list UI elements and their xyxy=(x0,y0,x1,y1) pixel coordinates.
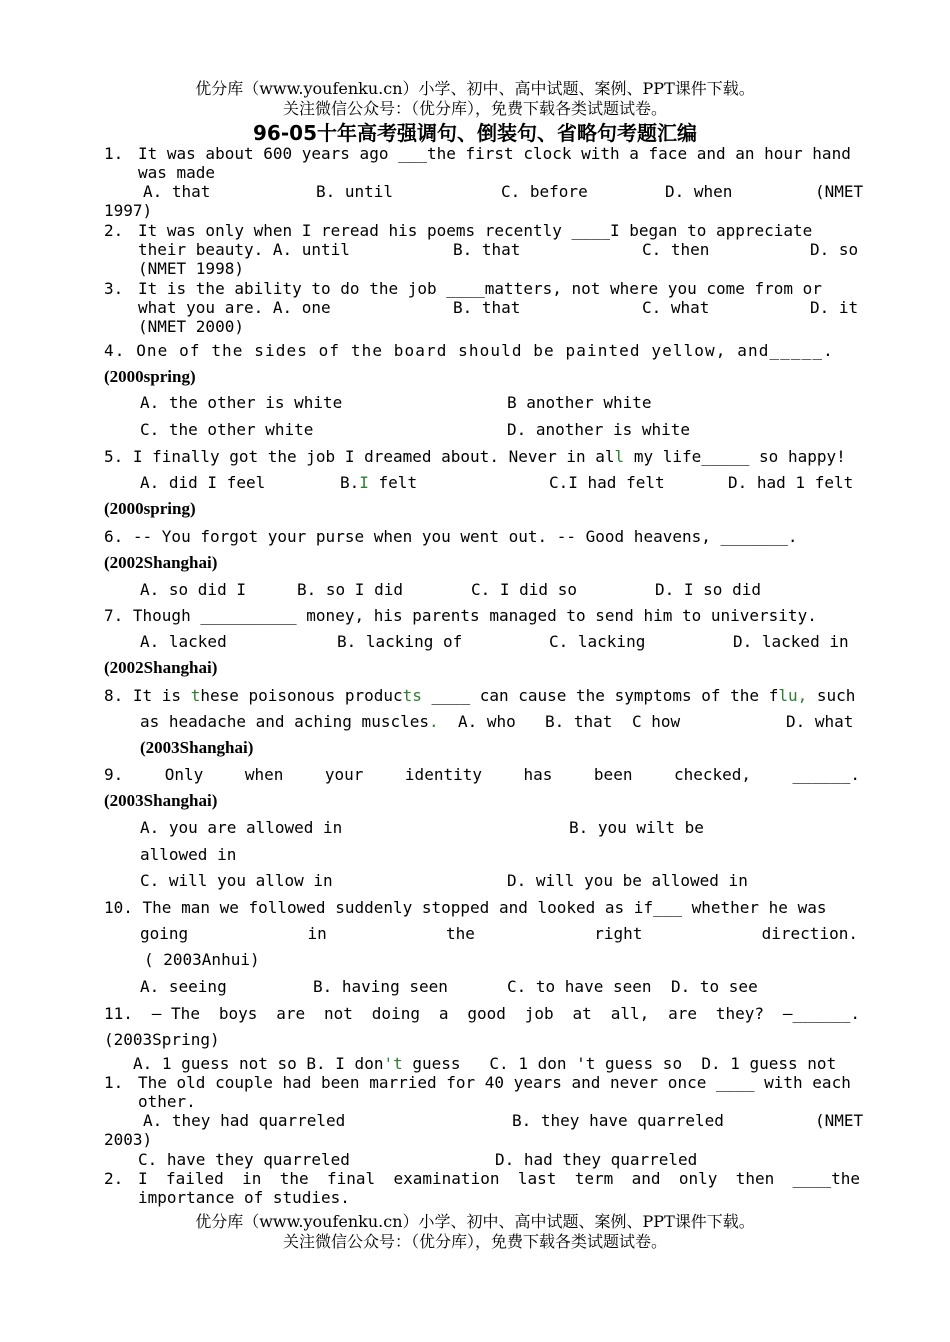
option-c: C. what xyxy=(642,298,710,317)
option-d: D. had they quarreled xyxy=(495,1150,698,1169)
source: (2003Shanghai) xyxy=(104,791,218,810)
stem-part: ____ can cause the symptoms of the f xyxy=(421,686,779,705)
source: (2002Shanghai) xyxy=(104,658,218,677)
stem-part: hese poisonous produc xyxy=(200,686,403,705)
question-stem xyxy=(104,447,846,466)
option-a: A. seeing xyxy=(140,977,227,996)
stem-part: lu, xyxy=(778,686,808,705)
source: ( 2003Anhui) xyxy=(144,950,260,969)
option-b: B another white xyxy=(507,393,652,412)
word: and xyxy=(631,1169,661,1188)
option-a: A. lacked xyxy=(140,632,227,651)
options-part: guess C. 1 don 't guess so D. 1 guess not xyxy=(402,1054,837,1073)
question-stem xyxy=(104,1004,860,1023)
option-d: D. so xyxy=(810,240,859,259)
option-b: B. that xyxy=(453,298,521,317)
word: ____the xyxy=(792,1169,860,1188)
option-b: B. that xyxy=(545,712,613,731)
question-stem: It is the ability to do the job ____matters, not where you come from or xyxy=(138,279,822,298)
word: the xyxy=(446,924,475,943)
option-b: B. you wilt be xyxy=(569,818,704,837)
stem-part: t xyxy=(190,686,201,705)
word: failed xyxy=(165,1169,224,1188)
header-line-1: 优分库（www.youfenku.cn）小学、初中、高中试题、案例、PPT课件下载。 xyxy=(195,79,755,98)
word: last xyxy=(517,1169,557,1188)
word: going xyxy=(140,924,189,943)
question-stem xyxy=(138,1169,860,1188)
footer-line-1: 优分库（www.youfenku.cn）小学、初中、高中试题、案例、PPT课件下载。 xyxy=(195,1212,755,1231)
option-c: C. the other white xyxy=(140,420,314,439)
word: checked, xyxy=(673,765,752,784)
source: (2003Spring) xyxy=(104,1030,220,1049)
options xyxy=(133,1054,836,1073)
option-c: C how xyxy=(632,712,681,731)
question-stem: 6. -- You forgot your purse when you went out. -- Good heavens, _______. xyxy=(104,527,798,546)
word: examination xyxy=(393,1169,500,1188)
option-a: A. they had quarreled xyxy=(143,1111,346,1130)
word: final xyxy=(326,1169,376,1188)
word: has xyxy=(523,765,553,784)
question-number: 1. xyxy=(104,144,124,163)
source-cont: 2003) xyxy=(104,1130,153,1149)
word: only xyxy=(678,1169,718,1188)
word: a xyxy=(438,1004,449,1023)
question-stem: 4. One of the sides of the board should be painted yellow, and_____. xyxy=(104,341,834,360)
word: not xyxy=(324,1004,353,1023)
question-number: 2. xyxy=(104,221,124,240)
word: your xyxy=(324,765,364,784)
option-part: felt xyxy=(368,473,418,492)
word: when xyxy=(244,765,284,784)
stem-part: l xyxy=(614,447,625,466)
option-b-cont: allowed in xyxy=(140,845,237,864)
word: identity xyxy=(404,765,482,784)
options-part: 't xyxy=(383,1054,403,1073)
option-b: B. until xyxy=(316,182,394,201)
word: in xyxy=(242,1169,262,1188)
word: —______. xyxy=(782,1004,860,1023)
word: been xyxy=(593,765,633,784)
word: 9. xyxy=(104,765,124,784)
question-stem xyxy=(104,765,860,784)
word: they? xyxy=(715,1004,765,1023)
option-c: C. will you allow in xyxy=(140,871,333,890)
option-a: A. who xyxy=(458,712,516,731)
stem-part: such xyxy=(807,686,856,705)
word: are xyxy=(668,1004,697,1023)
source: (2003Shanghai) xyxy=(140,738,254,757)
question-stem xyxy=(104,686,855,705)
word: doing xyxy=(371,1004,420,1023)
source: (NMET xyxy=(815,182,864,201)
word: 11. xyxy=(104,1004,133,1023)
option-b: B. having seen xyxy=(313,977,448,996)
option-a: A. the other is white xyxy=(140,393,343,412)
option-d: D. will you be allowed in xyxy=(507,871,748,890)
option-a: A. you are allowed in xyxy=(140,818,343,837)
source: (2002Shanghai) xyxy=(104,553,218,572)
word: the xyxy=(279,1169,309,1188)
option-c: C. before xyxy=(501,182,588,201)
option-b xyxy=(340,473,417,492)
option-part: B. xyxy=(340,473,360,492)
word: right xyxy=(594,924,643,943)
source: (2000spring) xyxy=(104,499,196,518)
stem-part: ts xyxy=(402,686,422,705)
word: — The xyxy=(151,1004,200,1023)
option-a: A. did I feel xyxy=(140,473,266,492)
word: term xyxy=(574,1169,614,1188)
stem-part: . xyxy=(428,712,439,731)
word: all, xyxy=(610,1004,650,1023)
option-b: B. lacking of xyxy=(337,632,463,651)
question-stem: 7. Though __________ money, his parents managed to send him to university. xyxy=(104,606,817,625)
stem-part: as headache and aching muscles xyxy=(140,712,429,731)
option-d: D. another is white xyxy=(507,420,691,439)
question-stem-cont: their beauty. A. until xyxy=(138,240,350,259)
question-stem-cont xyxy=(140,712,439,731)
question-number: 2. xyxy=(104,1169,124,1188)
source: (NMET xyxy=(815,1111,864,1130)
question-number: 1. xyxy=(104,1073,124,1092)
question-stem: It was about 600 years ago ___the first clock with a face and an hour hand xyxy=(138,144,851,163)
word: are xyxy=(276,1004,306,1023)
option-d: D. it xyxy=(810,298,859,317)
stem-part: 8. It is xyxy=(104,686,191,705)
footer-line-2: 关注微信公众号：（优分库），免费下载各类试题试卷。 xyxy=(282,1232,667,1251)
source: (2000spring) xyxy=(104,367,196,386)
option-a: A. so did I xyxy=(140,580,246,599)
options-part: A. 1 guess not so B. I don xyxy=(133,1054,384,1073)
word: good xyxy=(467,1004,506,1023)
question-number: 3. xyxy=(104,279,124,298)
option-d: D. lacked in xyxy=(733,632,849,651)
stem-part: my life_____ so happy! xyxy=(624,447,846,466)
word: I xyxy=(138,1169,148,1188)
word: then xyxy=(735,1169,775,1188)
stem-part: 5. I finally got the job I dreamed about. Never in al xyxy=(104,447,615,466)
word: Only xyxy=(164,765,204,784)
option-c: C. lacking xyxy=(549,632,646,651)
option-b: B. they have quarreled xyxy=(512,1111,724,1130)
question-stem: It was only when I reread his poems recently ____I began to appreciate xyxy=(138,221,813,240)
word: at xyxy=(572,1004,592,1023)
option-b: B. that xyxy=(453,240,521,259)
header-line-2: 关注微信公众号：（优分库），免费下载各类试题试卷。 xyxy=(282,99,667,118)
word: direction. xyxy=(761,924,858,943)
option-d: D. I so did xyxy=(655,580,761,599)
option-c: C.I had felt xyxy=(549,473,665,492)
word: in xyxy=(307,924,327,943)
option-c: C. have they quarreled xyxy=(138,1150,350,1169)
option-b: B. so I did xyxy=(297,580,403,599)
question-stem-cont: importance of studies. xyxy=(138,1188,350,1207)
question-stem-cont xyxy=(140,924,858,943)
option-c: C. then xyxy=(642,240,710,259)
word: ______. xyxy=(792,765,860,784)
option-d: D. what xyxy=(786,712,854,731)
question-stem-cont: other. xyxy=(138,1092,196,1111)
question-stem-cont: what you are. A. one xyxy=(138,298,331,317)
option-c: C. I did so xyxy=(471,580,577,599)
option-c: C. to have seen xyxy=(507,977,652,996)
question-stem-cont: was made xyxy=(138,163,216,182)
page-title: 96-05十年高考强调句、倒装句、省略句考题汇编 xyxy=(253,121,697,145)
source: (NMET 1998) xyxy=(138,259,244,278)
word: job xyxy=(524,1004,554,1023)
option-a: A. that xyxy=(143,182,211,201)
question-stem: The old couple had been married for 40 years and never once ____ with each xyxy=(138,1073,851,1092)
source: (NMET 2000) xyxy=(138,317,244,336)
word: boys xyxy=(218,1004,258,1023)
source-cont: 1997) xyxy=(104,201,153,220)
question-stem: 10. The man we followed suddenly stopped and looked as if___ whether he was xyxy=(104,898,827,917)
option-part: I xyxy=(359,473,369,492)
option-d: D. to see xyxy=(671,977,758,996)
option-d: D. had 1 felt xyxy=(728,473,854,492)
option-d: D. when xyxy=(665,182,733,201)
